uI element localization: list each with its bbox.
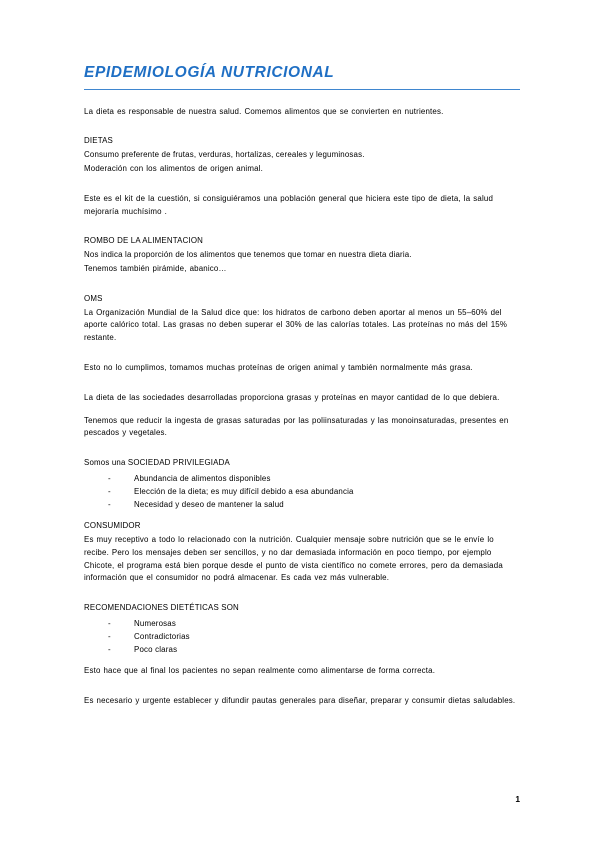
recomendaciones-closing: Esto hace que al final los pacientes no sepan realmente como alimentarse de forma correcta. (84, 666, 436, 676)
section-heading-recomendaciones: RECOMENDACIONES DIETÉTICAS SON (84, 603, 239, 613)
list-item (108, 630, 520, 643)
spacer (84, 286, 520, 293)
intro-paragraph: La dieta es responsable de nuestra salud. Comemos alimentos que se convierten en nutrientes. (84, 106, 444, 116)
spacer (84, 228, 520, 235)
list-item-label: Contradictorias (134, 632, 190, 642)
dietas-line-2: Moderación con los alimentos de origen animal. (84, 163, 263, 173)
dash-bullet-icon: - (108, 619, 111, 629)
section-heading-dietas: DIETAS (84, 136, 113, 146)
list-item (108, 472, 520, 485)
list-item-label: Necesidad y deseo de mantener la salud (134, 500, 284, 510)
rombo-line-1: Nos indica la proporción de los alimentos que tenemos que tomar en nuestra dieta diaria. (84, 250, 412, 260)
oms-body: La Organización Mundial de la Salud dice que: los hidratos de carbono deben aportar al menos un 55–60% del aporte calórico total. Las grasas no deben superar el 30% de las calorías totales. Las proteínas no más del 15% restante. (84, 307, 508, 343)
spacer (84, 128, 520, 135)
title-divider (84, 89, 520, 90)
list-item-label: Numerosas (134, 619, 176, 629)
rombo-line-2: Tenemos también pirámide, abanico… (84, 263, 227, 273)
dash-bullet-icon: - (108, 473, 111, 483)
spacer (84, 385, 520, 392)
paragraph-reducir: Tenemos que reducir la ingesta de grasas saturadas por las poliinsaturadas y las monoinsaturadas, presentes en pescados y vegetales. (84, 415, 509, 438)
section-heading-consumidor: CONSUMIDOR (84, 521, 141, 531)
final-paragraph: Es necesario y urgente establecer y difundir pautas generales para diseñar, preparar y consumir dietas saludables. (84, 696, 516, 706)
dash-bullet-icon: - (108, 487, 111, 497)
list-item (108, 498, 520, 511)
spacer (84, 688, 520, 695)
list-item (108, 485, 520, 498)
page-title: EPIDEMIOLOGÍA NUTRICIONAL (84, 64, 335, 81)
list-item (108, 643, 520, 656)
sociedad-list (84, 472, 520, 511)
spacer (84, 355, 520, 362)
spacer (84, 186, 520, 193)
dietas-line-1: Consumo preferente de frutas, verduras, hortalizas, cereales y leguminosas. (84, 150, 365, 160)
dash-bullet-icon: - (108, 632, 111, 642)
page-number: 1 (515, 794, 520, 804)
section-heading-oms: OMS (84, 293, 103, 303)
list-item-label: Elección de la dieta; es muy difícil debido a esa abundancia (134, 487, 354, 497)
section-heading-rombo: ROMBO DE LA ALIMENTACION (84, 236, 204, 246)
dash-bullet-icon: - (108, 645, 111, 655)
list-item-label: Poco claras (134, 645, 178, 655)
spacer (84, 595, 520, 602)
document-body (84, 64, 520, 718)
recomendaciones-list (84, 617, 520, 656)
list-item (108, 617, 520, 630)
consumidor-body: Es muy receptivo a todo lo relacionado con la nutrición. Cualquier mensaje sobre nutrición que se le envíe lo recibe. Pero los mensajes deben ser sencillos, y no dar demasiada información en poco tiempo, por ejemplo Chicote, el programa está bien porque desde el punto de vista científico no comete errores, pero da demasiada información que el consumidor no podrá almacenar. Es cada vez más vulnerable. (84, 535, 503, 583)
paragraph-sociedades: La dieta de las sociedades desarrolladas proporciona grasas y proteínas en mayor cantidad de lo que debiera. (84, 392, 500, 402)
spacer (84, 450, 520, 457)
section-heading-sociedad: Somos una SOCIEDAD PRIVILEGIADA (84, 458, 230, 468)
list-item-label: Abundancia de alimentos disponibles (134, 473, 271, 483)
paragraph-kit: Este es el kit de la cuestión, si consiguiéramos una población general que hiciera este tipo de dieta, la salud mejoraría muchísimo . (84, 193, 494, 216)
dash-bullet-icon: - (108, 500, 111, 510)
paragraph-incumplimiento: Esto no lo cumplimos, tomamos muchas proteínas de origen animal y también normalmente más grasa. (84, 362, 473, 372)
